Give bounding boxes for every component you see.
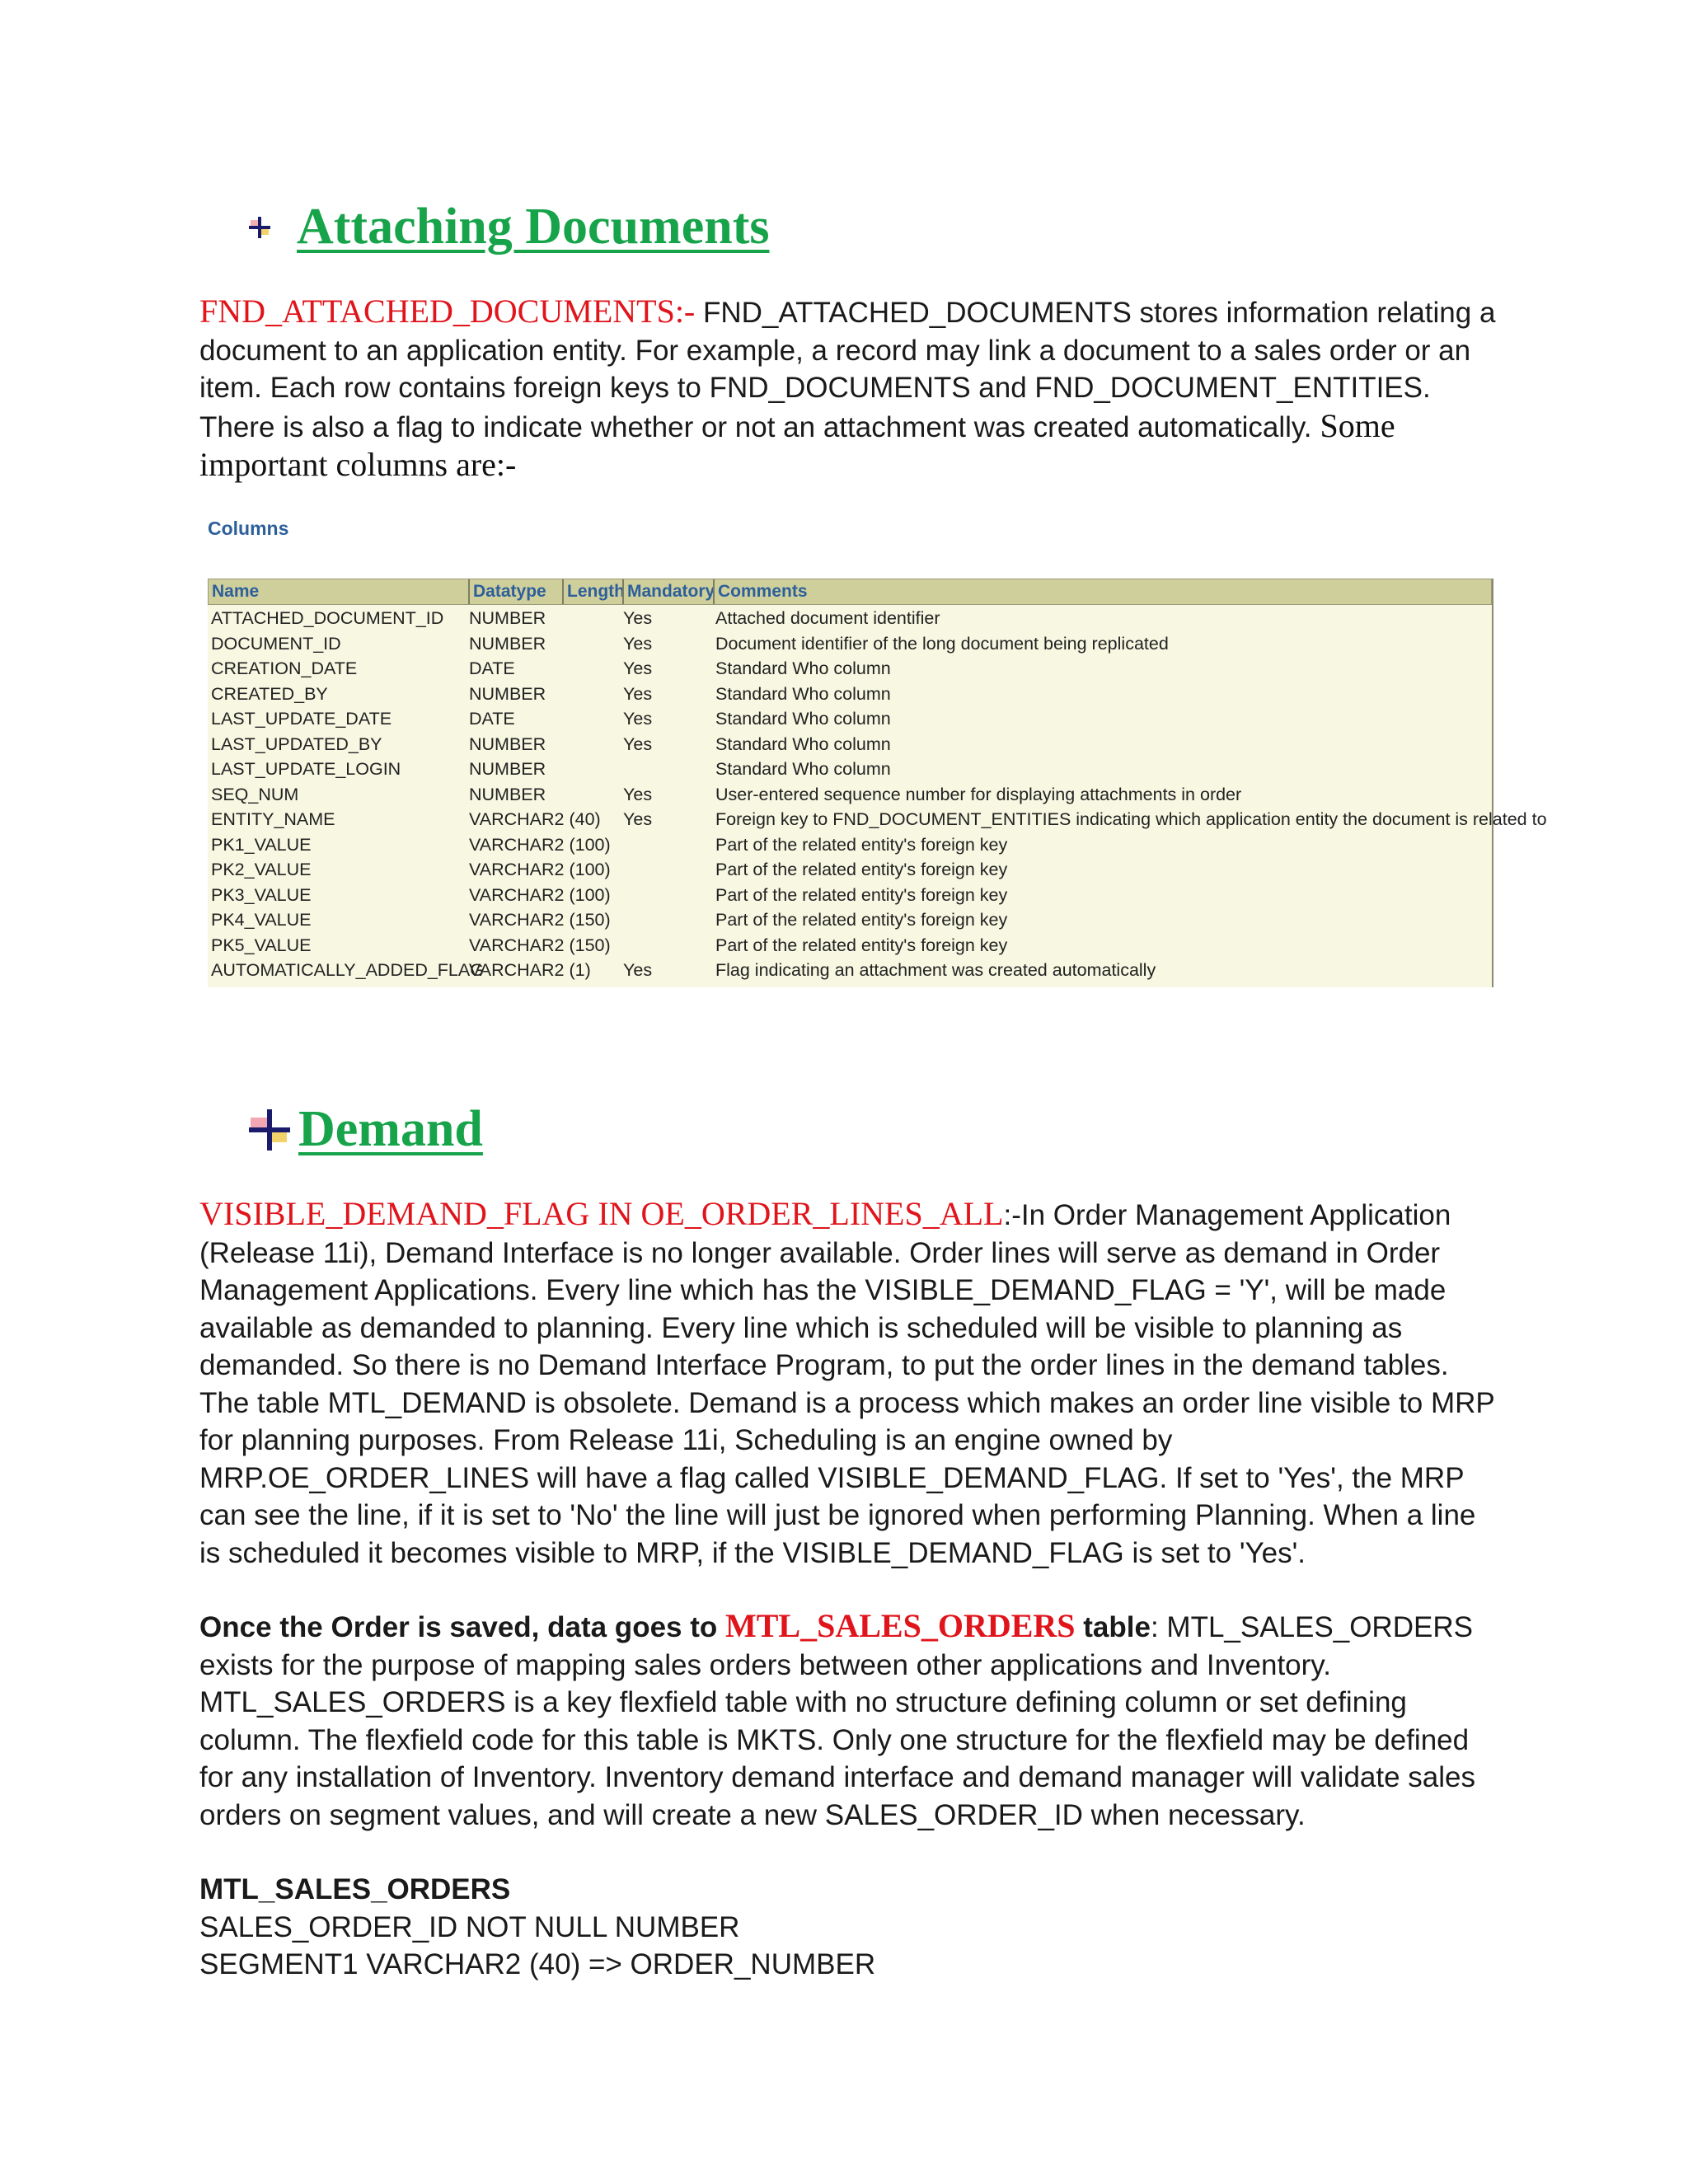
table-row <box>208 857 1492 883</box>
table-cell: DOCUMENT_ID <box>211 633 341 654</box>
table-cell: Yes <box>623 809 653 829</box>
block-title: MTL_SALES_ORDERS <box>199 1873 511 1905</box>
table-cell: NUMBER <box>469 759 546 779</box>
table-cell: Yes <box>623 633 653 654</box>
term-visible-demand-flag: VISIBLE_DEMAND_FLAG IN OE_ORDER_LINES_ALL <box>199 1195 1004 1232</box>
table-cell: VARCHAR2 (150) <box>469 935 611 955</box>
table-cell: NUMBER <box>469 733 546 754</box>
table-cell: Attached document identifier <box>715 608 940 628</box>
header-comments: Comments <box>713 579 1493 604</box>
paragraph-lead-2: table <box>1075 1611 1151 1643</box>
table-cell: CREATION_DATE <box>211 658 358 678</box>
table-cell: Yes <box>623 733 653 754</box>
paragraph-text: FND_ATTACHED_DOCUMENTS stores information relating a document to an application entity. For example, a record may link a document to a sales order or an item. Each row contains foreign keys to FND_DOCUMENTS and FND_DOCUMENT_ENTITIES. There is also a flag to indicate whether or not an attachment was created automatically. <box>199 297 1496 443</box>
table-cell: NUMBER <box>469 608 546 628</box>
table-cell: NUMBER <box>469 633 546 654</box>
table-row <box>208 907 1492 933</box>
table-cell: PK5_VALUE <box>211 935 312 955</box>
header-name: Name <box>212 582 260 601</box>
table-cell: Yes <box>623 608 653 628</box>
table-cell: Part of the related entity's foreign key <box>715 860 1008 879</box>
table-cell: PK3_VALUE <box>211 884 312 905</box>
table-cell: Yes <box>623 658 653 678</box>
table-row <box>208 631 1492 657</box>
mtl-sales-orders-block <box>199 1871 1502 1984</box>
table-cell: NUMBER <box>469 784 546 804</box>
table-cell: Standard Who column <box>715 658 891 678</box>
table-cell: ENTITY_NAME <box>211 809 335 829</box>
table-cell: LAST_UPDATE_LOGIN <box>211 759 401 779</box>
table-row <box>208 782 1492 808</box>
paragraph-lead: Once the Order is saved, data goes to <box>199 1611 725 1643</box>
table-row <box>208 682 1492 707</box>
table-cell: User-entered sequence number for displaying attachments in order <box>715 784 1242 804</box>
table-cell: Yes <box>623 683 653 704</box>
header-datatype: Datatype <box>468 579 562 604</box>
table-row <box>208 883 1492 908</box>
table-cell: Foreign key to FND_DOCUMENT_ENTITIES indicating which application entity the document is related to <box>715 809 1547 829</box>
table-cell: Part of the related entity's foreign key <box>715 834 1008 855</box>
table-cell: Standard Who column <box>715 759 891 779</box>
table-cell: LAST_UPDATE_DATE <box>211 709 392 729</box>
section-heading-attaching-documents <box>247 198 769 256</box>
paragraph-text: : MTL_SALES_ORDERS exists for the purpose of mapping sales orders between other applications and Inventory. MTL_SALES_ORDERS is a key flexfield table with no structure defining column or set defining column. The flexfield code for this table is MKTS. Only one structure for the flexfield may be defined for any installation of Inventory. Inventory demand interface and demand manager will validate sales orders on segment values, and will create a new SALES_ORDER_ID when necessary. <box>199 1611 1475 1831</box>
paragraph-tail: Some important columns are:- <box>199 406 1395 483</box>
bullet-cross-icon <box>247 215 272 240</box>
visible-demand-paragraph <box>199 1195 1502 1572</box>
table-row <box>208 757 1492 782</box>
columns-table <box>208 579 1547 987</box>
table-cell: VARCHAR2 (1) <box>469 960 591 980</box>
bullet-cross-icon <box>246 1106 293 1154</box>
table-row <box>208 656 1492 682</box>
block-line-2: SEGMENT1 VARCHAR2 (40) => ORDER_NUMBER <box>199 1948 876 1980</box>
section-title: Attaching Documents <box>297 199 770 255</box>
attached-documents-paragraph <box>199 293 1502 485</box>
block-line-1: SALES_ORDER_ID NOT NULL NUMBER <box>199 1910 740 1943</box>
table-cell: Flag indicating an attachment was created automatically <box>715 960 1156 980</box>
table-cell: Part of the related entity's foreign key <box>715 935 1008 955</box>
table-cell: DATE <box>469 658 515 678</box>
mtl-sales-orders-paragraph <box>199 1607 1502 1834</box>
table-row <box>208 958 1492 983</box>
table-cell: CREATED_BY <box>211 683 328 704</box>
table-cell: AUTOMATICALLY_ADDED_FLAG <box>211 960 484 980</box>
table-cell: LAST_UPDATED_BY <box>211 733 382 754</box>
table-cell: ATTACHED_DOCUMENT_ID <box>211 608 444 628</box>
table-cell: Yes <box>623 709 653 729</box>
table-cell: VARCHAR2 (100) <box>469 860 611 879</box>
paragraph-text: :-In Order Management Application (Release 11i), Demand Interface is no longer available. Order lines will serve as demand in Order Management Applications. Every line which has the VISIBLE_DEMAND_FLAG = 'Y', will be made available as demanded to planning. Every line which is scheduled will be visible to planning as demanded. So there is no Demand Interface Program, to put the order lines in the demand tables. The table MTL_DEMAND is obsolete. Demand is a process which makes an order line visible to MRP for planning purposes. From Release 11i, Scheduling is an engine owned by MRP.OE_ORDER_LINES will have a flag called VISIBLE_DEMAND_FLAG. If set to 'Yes', the MRP can see the line, if it is set to 'No' the line will just be ignored when performing Planning. When a line is scheduled it becomes visible to MRP, if the VISIBLE_DEMAND_FLAG is set to 'Yes'. <box>199 1199 1495 1569</box>
header-mandatory: Mandatory <box>622 579 713 604</box>
term-fnd-attached-documents: FND_ATTACHED_DOCUMENTS:- <box>199 293 696 330</box>
table-row <box>208 732 1492 757</box>
table-row <box>208 933 1492 958</box>
table-cell: VARCHAR2 (100) <box>469 884 611 905</box>
section-heading-demand <box>246 1100 483 1159</box>
table-cell: VARCHAR2 (150) <box>469 910 611 930</box>
table-cell: Part of the related entity's foreign key <box>715 884 1008 905</box>
table-cell: Yes <box>623 784 653 804</box>
table-cell: VARCHAR2 (100) <box>469 834 611 855</box>
table-cell: PK2_VALUE <box>211 860 312 879</box>
table-cell: VARCHAR2 (40) <box>469 809 601 829</box>
table-row <box>208 606 1492 631</box>
table-cell: SEQ_NUM <box>211 784 299 804</box>
table-cell: DATE <box>469 709 515 729</box>
table-cell: Yes <box>623 960 653 980</box>
term-mtl-sales-orders: MTL_SALES_ORDERS <box>724 1607 1076 1644</box>
table-cell: Part of the related entity's foreign key <box>715 910 1008 930</box>
table-cell: Document identifier of the long document being replicated <box>715 633 1169 654</box>
table-header <box>208 579 1492 605</box>
table-cell: Standard Who column <box>715 733 891 754</box>
table-row <box>208 807 1547 832</box>
table-cell: Standard Who column <box>715 683 891 704</box>
section-title: Demand <box>298 1101 483 1157</box>
columns-label: Columns <box>208 518 289 539</box>
table-cell: PK1_VALUE <box>211 834 312 855</box>
table-row <box>208 706 1492 732</box>
table-row <box>208 832 1492 858</box>
table-cell: PK4_VALUE <box>211 910 312 930</box>
header-length: Length <box>562 579 622 604</box>
table-cell: NUMBER <box>469 683 546 704</box>
table-cell: Standard Who column <box>715 709 891 729</box>
